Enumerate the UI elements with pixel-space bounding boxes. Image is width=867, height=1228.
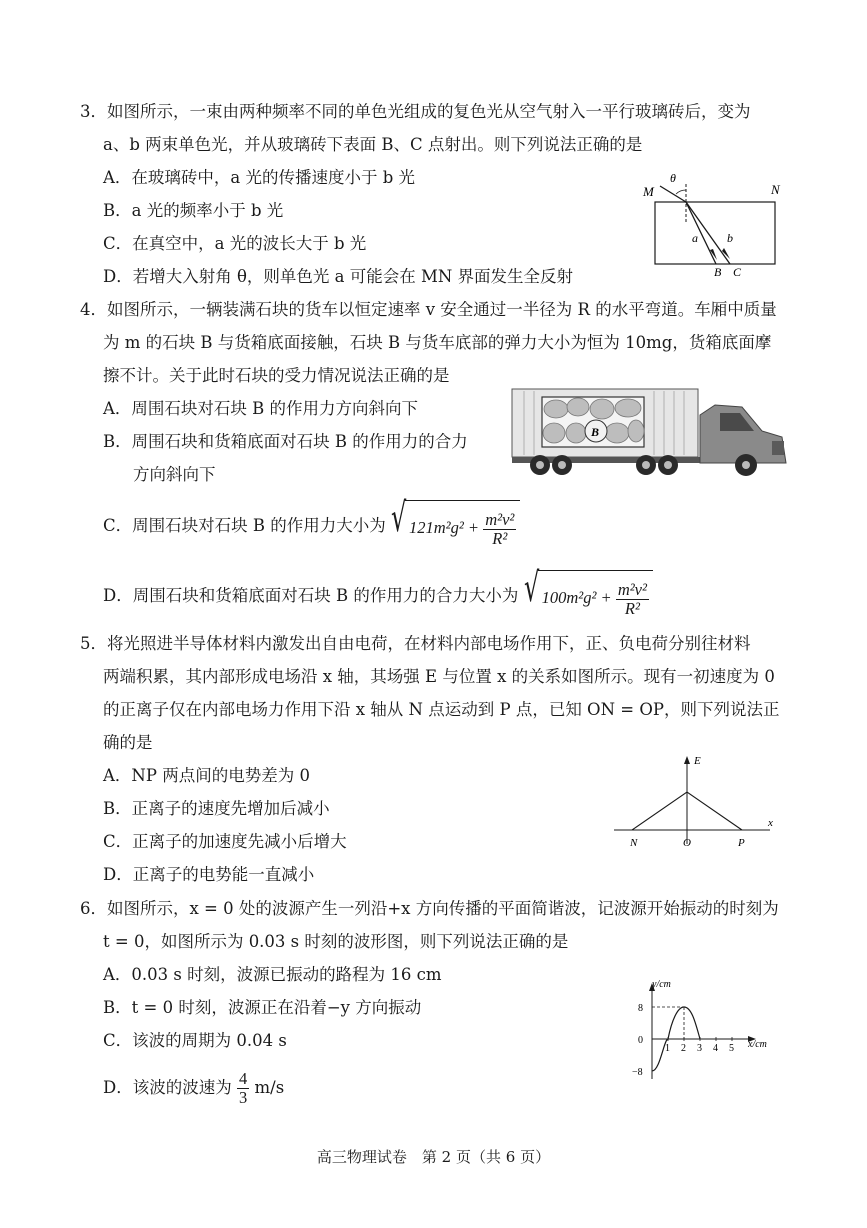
q5-stem-line1: 5．将光照进半导体材料内激发出自由电荷，在材料内部电场作用下，正、负电荷分别往材料	[80, 634, 751, 653]
incident-ray	[660, 186, 686, 202]
q5-option-a: A．NP 两点间的电势差为 0	[103, 766, 310, 785]
label-O: O	[683, 837, 691, 849]
q4-truck-illustration	[510, 385, 790, 480]
q4-option-c-text: C．周围石块对石块 B 的作用力大小为	[103, 516, 386, 535]
q5-option-c: C．正离子的加速度先减小后增大	[103, 832, 347, 851]
cab-grille	[772, 441, 784, 455]
q3-stem-line2: a、b 两束单色光，并从玻璃砖下表面 B、C 点射出。则下列说法正确的是	[103, 135, 643, 154]
q4-option-d-radicand: 100m²g² +	[541, 588, 612, 607]
page-footer: 高三物理试卷 第 2 页（共 6 页）	[316, 1148, 551, 1166]
q4-option-d	[103, 565, 653, 620]
q6-option-d-text: D．该波的波速为	[103, 1078, 232, 1097]
q4-option-b-line1: B．周围石块和货箱底面对石块 B 的作用力的合力	[103, 432, 468, 451]
label-x4: 4	[713, 1043, 718, 1054]
q5-stem-line2: 两端积累，其内部形成电场沿 x 轴，其场强 E 与位置 x 的关系如图所示。现有一初速度为 0	[103, 667, 775, 686]
q4-stem-line3: 擦不计。关于此时石块的受力情况说法正确的是	[103, 366, 450, 385]
q6-stem-line2: t = 0，如图所示为 0.03 s 时刻的波形图，则下列说法正确的是	[103, 932, 569, 951]
q5-field-diagram	[608, 752, 780, 852]
q6-wave-diagram	[622, 975, 782, 1085]
label-yneg8: −8	[632, 1067, 643, 1078]
q6-stem-line1: 6．如图所示，x = 0 处的波源产生一列沿+x 方向传播的平面简谐波，记波源开始振动的时刻为	[80, 899, 779, 918]
q4-stem-line1: 4．如图所示，一辆装满石块的货车以恒定速率 v 安全通过一半径为 R 的水平弯道。车厢中质量	[80, 300, 777, 319]
q3-option-d: D．若增大入射角 θ，则单色光 a 可能会在 MN 界面发生全反射	[103, 267, 574, 286]
q5-option-b: B．正离子的速度先增加后减小	[103, 799, 330, 818]
label-M: M	[643, 184, 654, 199]
q3-option-c: C．在真空中，a 光的波长大于 b 光	[103, 234, 367, 253]
label-a: a	[692, 231, 698, 245]
label-x2: 2	[681, 1043, 686, 1054]
q6-option-d	[103, 1068, 284, 1108]
q5-stem-line4: 确的是	[103, 733, 153, 752]
label-N: N	[630, 837, 638, 849]
label-B: B	[714, 265, 722, 279]
q3-stem-line1: 3．如图所示，一束由两种频率不同的单色光组成的复色光从空气射入一平行玻璃砖后，变为	[80, 102, 751, 121]
q5-stem-line3: 的正离子仅在内部电场力作用下沿 x 轴从 N 点运动到 P 点，已知 ON = OP，则下列说法正	[103, 700, 780, 719]
q4-option-c-den: R²	[492, 528, 508, 548]
label-xlabel: x/cm	[748, 1039, 767, 1050]
q4-option-d-num: m²v²	[617, 579, 647, 599]
q5-option-d: D．正离子的电势能一直减小	[103, 865, 315, 884]
label-C: C	[733, 265, 742, 279]
q3-option-b: B．a 光的频率小于 b 光	[103, 201, 284, 220]
q4-option-d-den: R²	[624, 598, 640, 618]
label-b: b	[727, 231, 733, 245]
q6-option-a: A．0.03 s 时刻，波源已振动的路程为 16 cm	[103, 965, 442, 984]
label-x3: 3	[697, 1043, 702, 1054]
q4-option-d-sqrt: √ 100m²g² + $\frac{\text{m²v²}}{\text{R²}}$	[524, 570, 653, 623]
e-axis-arrow	[684, 756, 690, 764]
q6-option-d-den: 3	[238, 1088, 248, 1107]
label-y8: 8	[638, 1003, 643, 1014]
label-P: P	[738, 837, 745, 849]
q6-option-c: C．该波的周期为 0.04 s	[103, 1031, 287, 1050]
q3-glass-brick-diagram	[640, 170, 790, 282]
q6-option-d-fraction	[237, 1070, 249, 1107]
q6-option-b: B．t = 0 时刻，波源正在沿着−y 方向振动	[103, 998, 422, 1017]
label-N: N	[771, 182, 780, 197]
theta-arc	[676, 190, 686, 194]
q4-option-c-radicand: 121m²g² +	[409, 518, 480, 537]
label-x5: 5	[729, 1043, 734, 1054]
label-E: E	[694, 755, 701, 767]
stone-b-label: B	[591, 425, 600, 439]
ray-a	[686, 202, 716, 264]
q4-stem-line2: 为 m 的石块 B 与货箱底面接触，石块 B 与货车底部的弹力大小为恒为 10mg，货箱底面摩	[103, 333, 772, 352]
q4-option-c-num: m²v²	[485, 509, 515, 529]
q4-option-d-fraction	[616, 581, 649, 618]
q3-option-a: A．在玻璃砖中，a 光的传播速度小于 b 光	[103, 168, 416, 187]
q4-option-b-line2: 方向斜向下	[133, 465, 216, 484]
label-x: x	[768, 817, 773, 829]
q4-option-a: A．周围石块对石块 B 的作用力方向斜向下	[103, 399, 419, 418]
q4-option-c-sqrt: √ 121m²g² + $\frac{\text{m²v²}}{\text{R²}}$	[391, 500, 520, 553]
q4-option-c-fraction	[483, 511, 516, 548]
q6-option-d-unit: m/s	[254, 1078, 285, 1097]
label-x1: 1	[665, 1043, 670, 1054]
label-theta: θ	[670, 171, 676, 185]
label-ylabel: y/cm	[652, 979, 671, 990]
q4-option-c	[103, 495, 520, 550]
q4-option-d-text: D．周围石块和货箱底面对石块 B 的作用力的合力大小为	[103, 586, 519, 605]
q6-option-d-num: 4	[238, 1069, 248, 1088]
label-y0: 0	[638, 1035, 643, 1046]
